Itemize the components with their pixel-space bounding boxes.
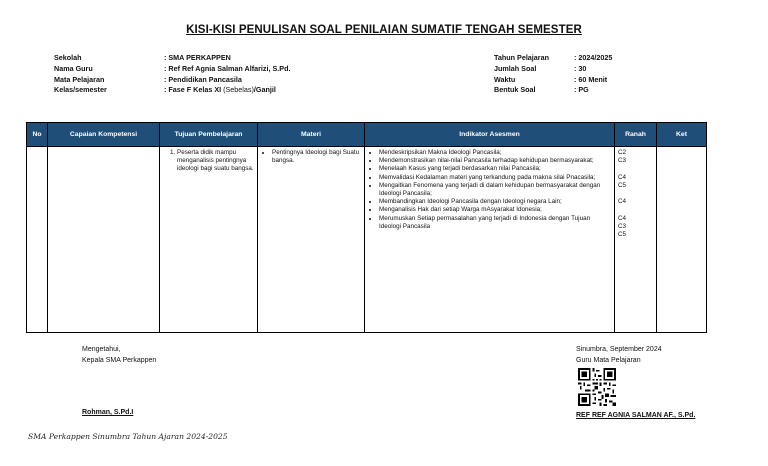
- class-extra: (Sebelas): [221, 85, 254, 95]
- info-value: : 30: [574, 63, 587, 73]
- indikator-item: • Merumuskan Setiap permasalahan yang terjadi di Indonesia dengan Tujuan Ideologi Pancasila: [379, 215, 611, 231]
- ranah-item: C2: [618, 149, 627, 156]
- info-label: Mata Pelajaran: [54, 74, 105, 84]
- tujuan-item: 1. Peserta didik mampu menganalisis pentingnya ideologi bagi suatu bangsa.: [177, 149, 254, 174]
- cell-no: [27, 147, 48, 333]
- header-ket: Ket: [657, 123, 707, 147]
- info-label: Bentuk Soal: [494, 85, 536, 95]
- indikator-item: • Mengaitkan Fenomena yang terjadi di dalam kehidupan bermasyarakat dengan Ideologi Pancasila;: [379, 182, 611, 198]
- info-label: Kelas/semester: [54, 85, 107, 95]
- info-label: Nama Guru: [54, 63, 93, 73]
- header-capaian: Capaian Kompetensi: [48, 123, 160, 147]
- cell-capaian: [48, 147, 160, 333]
- info-value: : Pendidikan Pancasila: [164, 74, 242, 84]
- sig-right-line1: Sinumbra, September 2024: [576, 346, 662, 353]
- info-row-type: [494, 85, 612, 96]
- cell-tujuan: [160, 147, 258, 333]
- ranah-item: C3: [618, 157, 627, 165]
- teacher-name: REF REF AGNIA SALMAN AF., S.Pd.: [576, 412, 696, 419]
- qr-code-icon: [578, 368, 616, 406]
- cell-ket: [657, 147, 707, 333]
- info-row-subject: [54, 75, 290, 86]
- header-no: No: [27, 123, 48, 147]
- cell-materi: [258, 147, 365, 333]
- sig-left-line1: Mengetahui,: [82, 346, 121, 353]
- info-row-count: [494, 64, 612, 75]
- info-row-time: [494, 75, 612, 86]
- header-indikator: Indikator Asesmen: [365, 123, 615, 147]
- cell-indikator: [365, 147, 615, 333]
- header-tujuan: Tujuan Pembelajaran: [160, 123, 258, 147]
- info-value: : Ref Ref Agnia Salman Alfarizi, S.Pd.: [164, 63, 291, 73]
- indikator-list: [368, 149, 611, 231]
- ranah-item: C4: [618, 173, 627, 181]
- info-label: Jumlah Soal: [494, 63, 537, 73]
- signature-left: [82, 344, 156, 366]
- info-row-year: [494, 53, 612, 64]
- indikator-item: • Mendemonstrasikan nilai-nilai Pancasila terhadap kehidupan bermasyarakat;: [379, 157, 611, 165]
- info-right-block: [494, 53, 612, 96]
- ranah-list: [618, 149, 653, 239]
- document-title: KISI-KISI PENULISAN SOAL PENILAIAN SUMATIF TENGAH SEMESTER: [186, 24, 582, 36]
- ranah-item: C3: [618, 222, 627, 230]
- info-row-school: [54, 53, 290, 64]
- cell-ranah: [615, 147, 657, 333]
- class-value: : Fase F Kelas XI: [164, 85, 222, 95]
- table-row: [27, 147, 707, 333]
- sig-right-line2: Guru Mata Pelajaran: [576, 357, 641, 364]
- ranah-item: [618, 165, 653, 173]
- info-row-teacher: [54, 64, 290, 75]
- tujuan-list: [163, 149, 254, 174]
- indikator-item: • Menganalisis Hak dari setiap Warga mAsyarakat Idonesia;: [379, 206, 611, 214]
- ranah-item: [618, 190, 653, 198]
- info-left-block: [54, 53, 290, 96]
- indikator-item: • Membandingkan Ideologi Pancasila dengan Ideologi negara Lain;: [379, 198, 611, 206]
- info-value: : PG: [574, 85, 589, 95]
- indikator-item: • Mendeskripsikan Makna Ideologi Pancasila;: [379, 149, 611, 157]
- ranah-item: C4: [618, 198, 627, 206]
- info-value: : 60 Menit: [574, 74, 608, 84]
- footer-text: SMA Perkappen Sinumbra Tahun Ajaran 2024-2025: [28, 432, 228, 441]
- info-label: Sekolah: [54, 53, 82, 62]
- ranah-item: [618, 206, 653, 214]
- ranah-item: C5: [618, 231, 627, 239]
- ranah-item: C4: [618, 214, 627, 222]
- header-materi: Materi: [258, 123, 365, 147]
- info-value: : SMA PERKAPPEN: [164, 53, 231, 62]
- materi-list: [261, 149, 361, 165]
- info-row-class: [54, 85, 290, 96]
- class-semester: /Ganjil: [253, 85, 276, 95]
- headmaster-name: Rohman, S.Pd.I: [82, 409, 134, 416]
- kisi-kisi-table: [26, 122, 707, 333]
- indikator-item: • Menelaah Kasus yang terjadi berdasarkan nilai Pancasila;: [379, 165, 611, 173]
- table-header-row: [27, 123, 707, 147]
- sig-left-line2: Kepala SMA Perkappen: [82, 357, 157, 364]
- indikator-item: • Memvalidasi Kedalaman materi yang terkandung pada makna silai Pnacasila;: [379, 174, 611, 182]
- info-label: Tahun Pelajaran: [494, 53, 549, 62]
- ranah-item: C5: [618, 181, 627, 189]
- info-label: Waktu: [494, 74, 516, 84]
- header-ranah: Ranah: [615, 123, 657, 147]
- materi-item: • Pentingnya Ideologi bagi Suatu bangsa.: [272, 149, 361, 165]
- signature-right: [576, 344, 662, 366]
- info-value: [164, 85, 276, 96]
- info-value: : 2024/2025: [574, 53, 613, 62]
